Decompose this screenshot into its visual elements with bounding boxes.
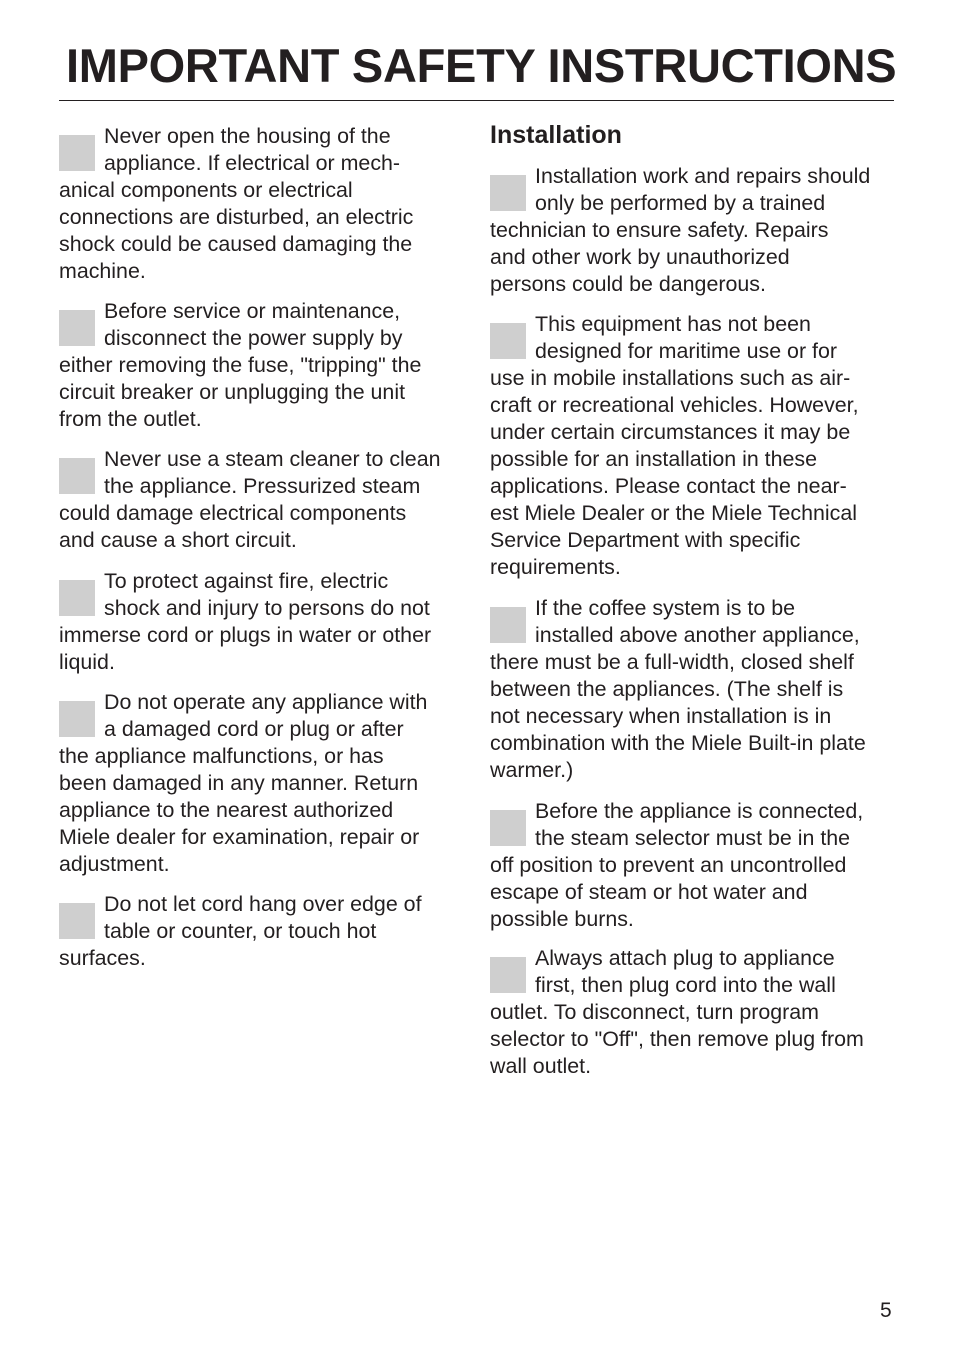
item-line: Service Department with specific [490,528,801,552]
item-line: either removing the fuse, "tripping" the [59,353,422,377]
item-line: table or counter, or touch hot [104,919,377,943]
safety-item [59,891,469,972]
item-line: wall outlet. [490,1054,592,1078]
item-line: Before the appliance is connected, [535,799,864,823]
item-line: selector to "Off", then remove plug from [490,1027,864,1051]
item-line: Never use a steam cleaner to clean [104,447,441,471]
item-line: between the appliances. (The shelf is [490,677,844,701]
safety-item [490,595,900,784]
safety-item [490,798,900,933]
item-line: Do not operate any appliance with [104,690,428,714]
safety-item [490,945,900,1080]
item-line: outlet. To disconnect, turn program [490,1000,819,1024]
item-line: craft or recreational vehicles. However, [490,393,859,417]
safety-item [490,163,900,298]
item-line: anical components or electrical [59,178,353,202]
item-line: machine. [59,259,146,283]
bullet-marker [490,810,526,846]
item-line: Never open the housing of the [104,124,391,148]
item-line: the appliance malfunctions, or has [59,744,384,768]
safety-item [490,311,900,581]
bullet-marker [59,903,95,939]
safety-item [59,689,469,878]
item-line: possible burns. [490,907,634,931]
item-line: liquid. [59,650,115,674]
item-line: This equipment has not been [535,312,811,336]
item-line: Always attach plug to appliance [535,946,835,970]
item-line: Before service or maintenance, [104,299,401,323]
item-line: the steam selector must be in the [535,826,851,850]
bullet-marker [59,458,95,494]
item-line: connections are disturbed, an electric [59,205,414,229]
title-divider [59,100,894,101]
item-line: could damage electrical components [59,501,407,525]
item-line: there must be a full-width, closed shelf [490,650,854,674]
item-line: disconnect the power supply by [104,326,403,350]
section-heading-installation: Installation [490,121,622,149]
bullet-marker [59,135,95,171]
item-line: only be performed by a trained [535,191,826,215]
item-line: a damaged cord or plug or after [104,717,404,741]
item-line: applications. Please contact the near- [490,474,847,498]
item-line: est Miele Dealer or the Miele Technical [490,501,857,525]
item-line: Installation work and repairs should [535,164,871,188]
bullet-marker [490,323,526,359]
item-line: combination with the Miele Built-in plate [490,731,866,755]
bullet-marker [490,957,526,993]
bullet-marker [490,175,526,211]
item-line: Do not let cord hang over edge of [104,892,422,916]
item-line: under certain circumstances it may be [490,420,851,444]
item-line: If the coffee system is to be [535,596,795,620]
item-line: escape of steam or hot water and [490,880,808,904]
item-line: adjustment. [59,852,170,876]
item-line: circuit breaker or unplugging the unit [59,380,406,404]
item-line: first, then plug cord into the wall [535,973,836,997]
item-line: shock could be caused damaging the [59,232,413,256]
safety-item [59,568,469,676]
bullet-marker [59,701,95,737]
item-line: warmer.) [490,758,574,782]
item-line: immerse cord or plugs in water or other [59,623,432,647]
item-line: off position to prevent an uncontrolled [490,853,847,877]
bullet-marker [490,607,526,643]
item-line: shock and injury to persons do not [104,596,430,620]
item-line: appliance. If electrical or mech- [104,151,401,175]
safety-item [59,298,469,433]
safety-item [59,123,469,285]
safety-item [59,446,469,554]
item-line: installed above another appliance, [535,623,860,647]
bullet-marker [59,580,95,616]
item-line: been damaged in any manner. Return [59,771,419,795]
item-line: surfaces. [59,946,146,970]
page-title: IMPORTANT SAFETY INSTRUCTIONS [66,39,897,92]
item-line: Miele dealer for examination, repair or [59,825,420,849]
item-line: not necessary when installation is in [490,704,832,728]
item-line: requirements. [490,555,621,579]
bullet-marker [59,310,95,346]
item-line: use in mobile installations such as air- [490,366,851,390]
item-line: designed for maritime use or for [535,339,837,363]
item-line: To protect against fire, electric [104,569,389,593]
item-line: appliance to the nearest authorized [59,798,394,822]
item-line: and other work by unauthorized [490,245,790,269]
item-line: technician to ensure safety. Repairs [490,218,829,242]
item-line: from the outlet. [59,407,202,431]
item-line: persons could be dangerous. [490,272,766,296]
page-number: 5 [880,1299,892,1322]
item-line: and cause a short circuit. [59,528,297,552]
item-line: possible for an installation in these [490,447,818,471]
item-line: the appliance. Pressurized steam [104,474,421,498]
